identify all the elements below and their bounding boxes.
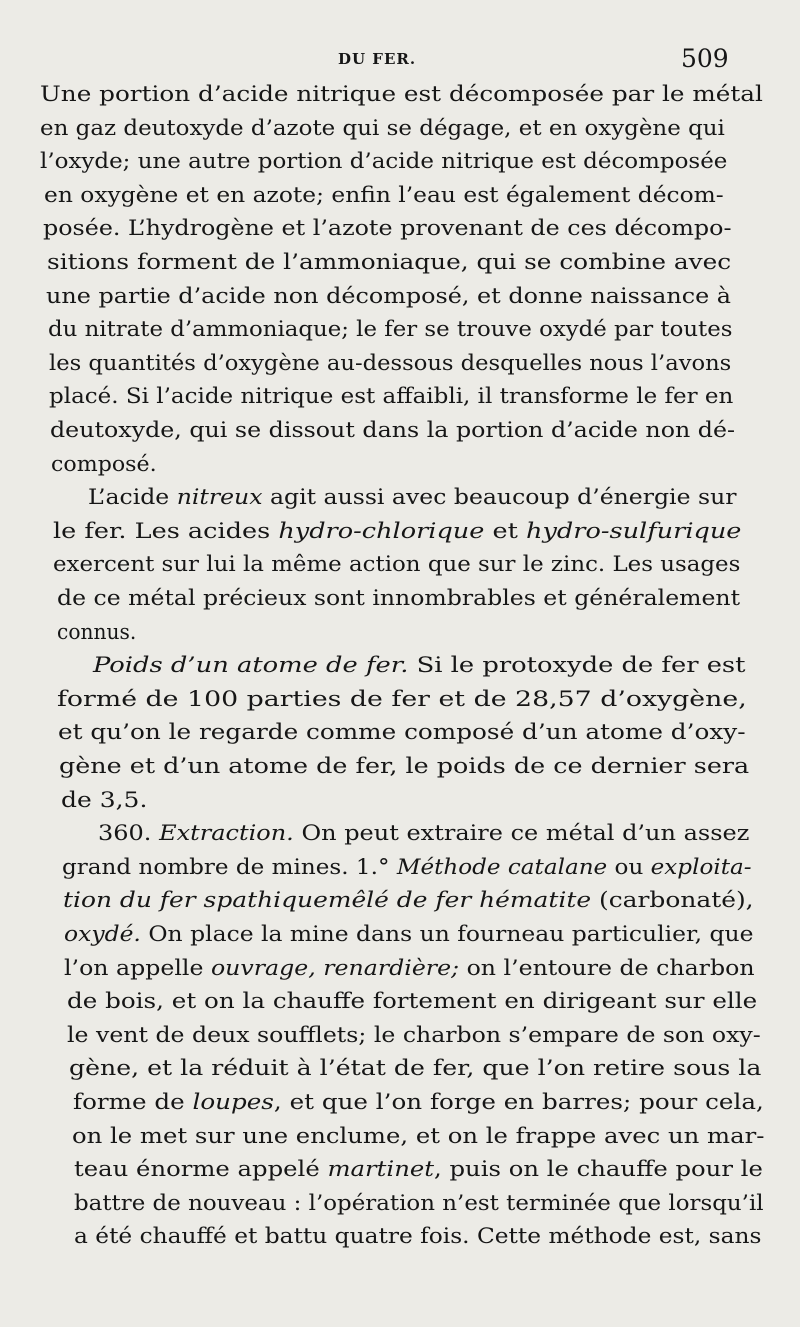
text-line xyxy=(53,548,740,581)
text-line xyxy=(67,985,757,1018)
text-run: du nitrate d’ammoniaque; le fer se trouve oxydé par toutes xyxy=(48,317,733,343)
text-line xyxy=(74,1220,761,1253)
text-run: en oxygène et en azote; enfin l’eau est également décom- xyxy=(44,182,724,208)
text-run: gène, et la réduit à l’état de fer, que l’on retire sous la xyxy=(69,1056,762,1082)
text-run: L’acide xyxy=(88,485,177,511)
text-run: deutoxyde, qui se dissout dans la portion d’acide non dé- xyxy=(50,418,736,443)
text-line xyxy=(40,78,763,111)
text-run: Si le protoxyde de fer est xyxy=(408,653,746,679)
text-line xyxy=(72,1120,764,1153)
text-run: composé. xyxy=(51,451,157,477)
text-run: On place la mine dans un fourneau particulier, que xyxy=(140,922,754,947)
text-run: (carbonaté), xyxy=(591,888,754,914)
text-run: , puis on le chauffe pour le xyxy=(434,1157,763,1183)
text-run: formé de 100 parties de fer et de 28,57 d’oxygène, xyxy=(57,686,747,712)
text-line xyxy=(58,716,746,749)
italic-phrase: Méthode catalane xyxy=(396,854,608,880)
italic-phrase: martinet xyxy=(327,1157,435,1183)
text-line xyxy=(57,683,747,716)
italic-phrase: mêlé de fer hématite xyxy=(327,888,592,914)
text-line xyxy=(57,582,740,615)
text-run: une partie d’acide non décomposé, et donne naissance à xyxy=(46,283,732,309)
text-line xyxy=(53,515,741,548)
italic-phrase: hydro-sulfurique xyxy=(526,518,742,544)
text-line xyxy=(73,1086,764,1119)
text-line xyxy=(67,1019,761,1052)
text-line xyxy=(44,179,724,212)
text-run: et xyxy=(484,518,527,544)
italic-phrase: hydro-chlorique xyxy=(278,518,485,544)
running-head xyxy=(0,44,800,74)
text-line xyxy=(50,414,735,447)
text-line xyxy=(40,112,725,145)
text-line xyxy=(40,145,727,178)
text-run: de 3,5. xyxy=(61,787,148,813)
text-run: Une portion d’acide nitrique est décomposée par le métal xyxy=(40,82,763,107)
text-line xyxy=(49,380,733,413)
text-line xyxy=(43,212,732,245)
text-run: posée. L’hydrogène et l’azote provenant de ces décompo- xyxy=(43,216,732,242)
text-run: de ce métal précieux sont innombrables et généralement xyxy=(57,586,741,611)
text-run: sitions forment de l’ammoniaque, qui se combine avec xyxy=(47,250,732,275)
text-line xyxy=(69,1052,761,1085)
text-run: les quantités d’oxygène au-dessous desquelles nous l’avons xyxy=(49,350,732,376)
text-run: en gaz deutoxyde d’azote qui se dégage, et en oxygène qui xyxy=(40,115,725,141)
text-line xyxy=(74,1153,763,1186)
text-line xyxy=(49,347,731,380)
text-line xyxy=(59,750,749,783)
text-line xyxy=(93,649,746,682)
text-run: l’oxyde; une autre portion d’acide nitrique est décomposée xyxy=(40,149,728,175)
text-run: de bois, et on la chauffe fortement en dirigeant sur elle xyxy=(67,989,758,1015)
text-line xyxy=(57,616,136,649)
text-run: forme de xyxy=(73,1090,193,1115)
italic-phrase: oxydé. xyxy=(64,922,141,947)
text-run: placé. Si l’acide nitrique est affaibli, il transforme le fer en xyxy=(49,384,734,410)
text-run: le vent de deux soufflets; le charbon s’empare de son oxy- xyxy=(67,1022,761,1048)
italic-phrase: ouvrage, renardière; xyxy=(210,955,460,981)
text-line xyxy=(98,817,749,850)
text-run: le fer. Les acides xyxy=(53,518,279,544)
text-run: teau énorme appelé xyxy=(74,1157,328,1183)
italic-phrase: nitreux xyxy=(176,485,263,511)
italic-phrase: tion du fer spathique xyxy=(63,888,328,914)
text-line xyxy=(62,851,752,884)
text-run: a été chauffé et battu quatre fois. Cette méthode est, sans xyxy=(74,1224,762,1250)
text-line xyxy=(47,246,731,279)
text-line xyxy=(46,280,731,313)
text-line xyxy=(88,481,737,514)
text-run: on l’entoure de charbon xyxy=(459,955,755,981)
text-run: exercent sur lui la même action que sur le zinc. Les usages xyxy=(53,552,741,578)
text-line xyxy=(48,313,732,346)
text-run: 360. xyxy=(98,821,160,847)
text-line xyxy=(61,784,147,817)
italic-phrase: Extraction. xyxy=(159,821,294,847)
italic-phrase: loupes xyxy=(192,1090,274,1115)
text-run: l’on appelle xyxy=(64,955,211,981)
text-run: battre de nouveau : l’opération n’est terminée que lorsqu’il xyxy=(74,1190,764,1216)
italic-phrase: Poids d’un atome de fer. xyxy=(93,653,409,679)
text-line xyxy=(63,884,754,917)
text-line xyxy=(74,1187,764,1220)
text-line xyxy=(51,448,157,481)
text-run: on le met sur une enclume, et on le frappe avec un mar- xyxy=(72,1123,765,1149)
italic-phrase: exploita- xyxy=(650,854,752,880)
text-run: grand nombre de mines. 1.° xyxy=(62,854,397,880)
text-run: , et que l’on forge en barres; pour cela, xyxy=(273,1090,764,1115)
running-title: DU FER. xyxy=(338,50,417,68)
page-number: 509 xyxy=(681,44,729,73)
text-run: ou xyxy=(607,854,651,880)
text-line xyxy=(64,952,755,985)
text-line xyxy=(64,918,753,951)
text-run: agit aussi avec beaucoup d’énergie sur xyxy=(262,485,737,511)
text-run: connus. xyxy=(57,619,137,645)
text-run: et qu’on le regarde comme composé d’un atome d’oxy- xyxy=(58,720,746,746)
text-run: gène et d’un atome de fer, le poids de ce dernier sera xyxy=(59,754,750,779)
text-run: On peut extraire ce métal d’un assez xyxy=(293,821,750,847)
